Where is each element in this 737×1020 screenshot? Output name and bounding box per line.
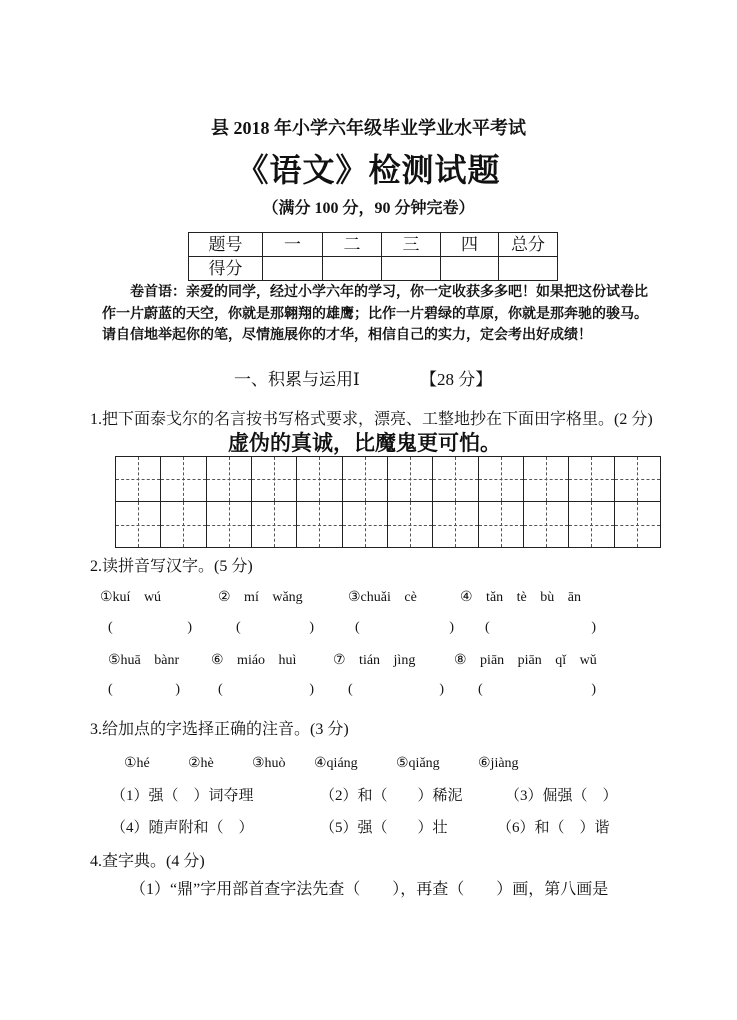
answer-blank-5[interactable] — [108, 680, 180, 700]
paren-open: ( — [348, 682, 353, 697]
pronunciation-option-3: ③huò — [252, 756, 286, 771]
paren-open: ( — [108, 682, 113, 697]
score-table-header-row — [189, 233, 558, 257]
paren-open: ( — [236, 620, 241, 635]
q3-item-4[interactable]: （4）随声附和（ ） — [111, 820, 254, 836]
tianzige-cell[interactable] — [433, 502, 478, 547]
q1-quote: 虚伪的真诚，比魔鬼更可怕。 — [228, 431, 501, 455]
pinyin-item-2: ② mí wǎng — [218, 590, 303, 605]
pronunciation-option-6: ⑥jiàng — [478, 756, 519, 771]
answer-blank-1[interactable] — [108, 618, 192, 638]
tianzige-cell[interactable] — [569, 457, 614, 502]
total-score-header: 总分 — [499, 233, 558, 257]
pinyin-item-4: ④ tǎn tè bù ān — [460, 590, 581, 605]
paren-close: ) — [449, 620, 454, 635]
q4-prompt: 4.查字典。(4 分) — [90, 853, 205, 870]
tianzige-grid — [115, 456, 661, 548]
paren-open: ( — [485, 620, 490, 635]
score-cell-1[interactable] — [263, 257, 323, 281]
preface-line-1: 卷首语：亲爱的同学，经过小学六年的学习，你一定收获多多吧！如果把这份试卷比 — [130, 285, 648, 300]
question-number-header: 题号 — [189, 233, 263, 257]
pinyin-item-5: ⑤huā bànr — [108, 653, 180, 668]
paren-close: ) — [591, 682, 596, 697]
answer-blank-3[interactable] — [355, 618, 454, 638]
pronunciation-option-2: ②hè — [188, 756, 214, 771]
tianzige-cell[interactable] — [161, 502, 206, 547]
tianzige-cell[interactable] — [343, 457, 388, 502]
score-cell-4[interactable] — [441, 257, 499, 281]
tianzige-cell[interactable] — [615, 502, 660, 547]
q4-item-1[interactable]: （1）“鼎”字用部首查字法先查（ ），再查（ ）画，第八画是 — [130, 881, 609, 898]
section-points: 【28 分】 — [420, 370, 493, 389]
q2-prompt: 2.读拼音写汉字。(5 分) — [90, 558, 253, 575]
score-table — [188, 232, 558, 281]
q3-item-2[interactable]: （2）和（ ）稀泥 — [320, 788, 463, 804]
pinyin-item-6: ⑥ miáo huì — [211, 653, 297, 668]
score-row-label: 得分 — [189, 257, 263, 281]
answer-blank-7[interactable] — [348, 680, 444, 700]
subject-title: 《语文》检测试题 — [236, 152, 501, 188]
tianzige-cell[interactable] — [161, 457, 206, 502]
tianzige-cell[interactable] — [297, 502, 342, 547]
q3-item-1[interactable]: （1）强（ ）词夺理 — [111, 788, 254, 804]
tianzige-cell[interactable] — [297, 457, 342, 502]
answer-blank-8[interactable] — [478, 680, 596, 700]
section-header-4: 四 — [441, 233, 499, 257]
pronunciation-option-1: ①hé — [124, 756, 150, 771]
tianzige-cell[interactable] — [524, 502, 569, 547]
section-header-2: 二 — [323, 233, 382, 257]
paren-open: ( — [218, 682, 223, 697]
paren-close: ) — [439, 682, 444, 697]
tianzige-cell[interactable] — [615, 457, 660, 502]
paren-open: ( — [478, 682, 483, 697]
paren-close: ) — [591, 620, 596, 635]
tianzige-cell[interactable] — [343, 502, 388, 547]
pinyin-item-3: ③chuǎi cè — [348, 590, 417, 605]
paren-open: ( — [355, 620, 360, 635]
tianzige-cell[interactable] — [116, 457, 161, 502]
pinyin-item-1: ①kuí wú — [100, 590, 162, 605]
paren-open: ( — [108, 620, 113, 635]
paren-close: ) — [175, 682, 180, 697]
pinyin-item-7: ⑦ tián jìng — [333, 653, 416, 668]
tianzige-cell[interactable] — [252, 457, 297, 502]
score-cell-2[interactable] — [323, 257, 382, 281]
tianzige-cell[interactable] — [569, 502, 614, 547]
paren-close: ) — [309, 682, 314, 697]
section-header-1: 一 — [263, 233, 323, 257]
q3-item-6[interactable]: （6）和（ ）谐 — [497, 820, 610, 836]
answer-blank-4[interactable] — [485, 618, 596, 638]
answer-blank-2[interactable] — [236, 618, 314, 638]
tianzige-cell[interactable] — [524, 457, 569, 502]
q1-prompt: 1.把下面泰戈尔的名言按书写格式要求，漂亮、工整地抄在下面田字格里。(2 分) — [90, 411, 653, 428]
pronunciation-option-4: ④qiáng — [314, 756, 358, 771]
tianzige-cell[interactable] — [479, 502, 524, 547]
preface-line-2: 作一片蔚蓝的天空，你就是那翱翔的雄鹰；比作一片碧绿的草原，你就是那奔驰的骏马。 — [102, 307, 648, 322]
tianzige-cell[interactable] — [116, 502, 161, 547]
tianzige-cell[interactable] — [207, 502, 252, 547]
exam-title: 县 2018 年小学六年级毕业学业水平考试 — [211, 118, 526, 138]
pinyin-item-8: ⑧ piān piān qǐ wǔ — [454, 653, 597, 668]
tianzige-cell[interactable] — [252, 502, 297, 547]
preface-line-3: 请自信地举起你的笔，尽情施展你的才华，相信自己的实力，定会考出好成绩！ — [102, 328, 592, 343]
answer-blank-6[interactable] — [218, 680, 314, 700]
paren-close: ) — [187, 620, 192, 635]
q3-item-3[interactable]: （3）倔强（ ） — [505, 788, 618, 804]
tianzige-cell[interactable] — [388, 502, 433, 547]
q3-item-5[interactable]: （5）强（ ）壮 — [320, 820, 448, 836]
score-cell-total[interactable] — [499, 257, 558, 281]
tianzige-cell[interactable] — [433, 457, 478, 502]
pronunciation-option-5: ⑤qiǎng — [396, 756, 440, 771]
score-cell-3[interactable] — [382, 257, 441, 281]
tianzige-cell[interactable] — [388, 457, 433, 502]
section-title: 一、积累与运用Ⅰ — [234, 370, 360, 389]
tianzige-cell[interactable] — [207, 457, 252, 502]
paren-close: ) — [309, 620, 314, 635]
score-row — [189, 257, 558, 281]
q3-prompt: 3.给加点的字选择正确的注音。(3 分) — [90, 721, 349, 738]
section-header-3: 三 — [382, 233, 441, 257]
score-note: （满分 100 分，90 分钟完卷） — [262, 200, 475, 217]
tianzige-cell[interactable] — [479, 457, 524, 502]
